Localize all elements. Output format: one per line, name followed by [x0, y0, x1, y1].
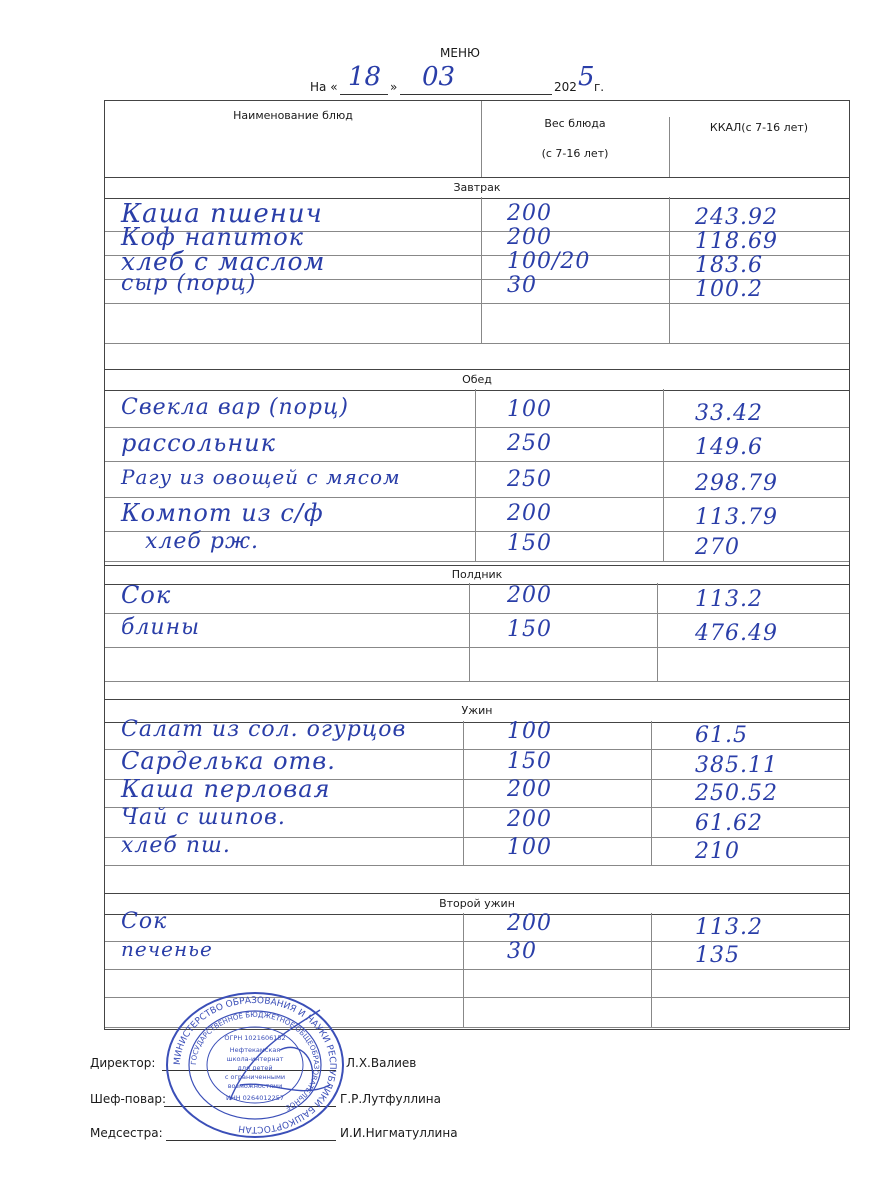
column-divider	[669, 255, 670, 279]
date-prefix: На «	[310, 80, 338, 94]
dish-weight: 200	[507, 911, 552, 936]
column-divider	[481, 255, 482, 279]
svg-text:МИНИСТЕРСТВО ОБРАЗОВАНИЯ И НАУ: МИНИСТЕРСТВО ОБРАЗОВАНИЯ И НАУКИ РЕСПУБЛИКИ БАШКОРТОСТАН	[172, 995, 338, 1135]
column-divider	[651, 941, 652, 969]
dish-name: Свекла вар (порц)	[121, 395, 349, 420]
dish-weight: 200	[507, 777, 552, 802]
signature-role: Медсестра:	[90, 1126, 163, 1140]
column-divider	[657, 583, 658, 613]
dish-name: Чай с шипов.	[121, 805, 286, 830]
column-divider	[475, 531, 476, 561]
dish-kcal: 270	[695, 535, 740, 560]
column-divider	[669, 197, 670, 231]
date-mid: »	[390, 80, 398, 94]
table-row	[105, 833, 849, 866]
column-divider	[475, 427, 476, 461]
dish-weight: 100	[507, 719, 552, 744]
dish-kcal: 118.69	[695, 229, 778, 254]
date-day: 18	[348, 62, 382, 92]
dish-weight: 250	[507, 467, 552, 492]
column-divider	[657, 613, 658, 647]
dish-name: Каша перловая	[121, 775, 331, 803]
dish-weight: 150	[507, 749, 552, 774]
column-divider	[651, 779, 652, 807]
table-row	[105, 497, 849, 532]
dish-weight: 200	[507, 225, 552, 250]
dish-weight: 100	[507, 835, 552, 860]
column-divider	[475, 497, 476, 531]
column-divider	[651, 807, 652, 837]
svg-text:Нефтекамская: Нефтекамская	[229, 1046, 281, 1054]
document-title: МЕНЮ	[440, 46, 480, 60]
dish-kcal: 113.79	[695, 505, 778, 530]
dish-kcal: 113.2	[695, 587, 763, 612]
table-row	[105, 427, 849, 462]
column-header-weight: Вес блюда	[544, 117, 606, 130]
svg-text:ГОСУДАРСТВЕННОЕ БЮДЖЕТНОЕ ОБЩЕ: ГОСУДАРСТВЕННОЕ БЮДЖЕТНОЕ ОБЩЕОБРАЗОВАТЕЛЬНОЕ	[189, 1010, 321, 1112]
column-divider	[463, 749, 464, 779]
dish-kcal: 100.2	[695, 277, 763, 302]
year-suffix: г.	[594, 80, 605, 94]
dish-weight: 100/20	[507, 249, 591, 274]
table-row	[105, 271, 849, 304]
dish-name: Каша пшенич	[121, 199, 323, 229]
section-header: Обед	[105, 369, 849, 391]
column-divider	[669, 279, 670, 303]
table-row	[105, 909, 849, 942]
svg-text:возможностями: возможностями	[227, 1082, 283, 1090]
column-divider	[657, 647, 658, 681]
dish-kcal: 298.79	[695, 471, 778, 496]
dish-weight: 250	[507, 431, 552, 456]
column-divider	[463, 807, 464, 837]
date-month: 03	[422, 62, 456, 92]
table-row	[105, 531, 849, 562]
svg-text:ИНН 0264012257: ИНН 0264012257	[225, 1094, 285, 1102]
column-divider	[651, 997, 652, 1027]
dish-kcal: 113.2	[695, 915, 763, 940]
column-divider	[475, 389, 476, 427]
column-divider	[663, 461, 664, 497]
dish-weight: 150	[507, 617, 552, 642]
column-divider	[669, 231, 670, 255]
signature-role: Шеф-повар:	[90, 1092, 167, 1106]
signature-name: И.И.Нигматуллина	[340, 1126, 458, 1140]
dish-name: сыр (порц)	[121, 271, 257, 296]
column-divider	[669, 303, 670, 343]
dish-weight: 200	[507, 807, 552, 832]
dish-weight: 150	[507, 531, 552, 556]
column-divider	[463, 913, 464, 941]
svg-text:с ограниченными: с ограниченными	[224, 1073, 286, 1081]
dish-kcal: 385.11	[695, 753, 778, 778]
dish-weight: 30	[507, 939, 537, 964]
dish-weight: 100	[507, 397, 552, 422]
month-underline	[400, 94, 552, 95]
header-divider-1	[481, 101, 482, 177]
date-line	[310, 62, 670, 100]
column-divider	[481, 279, 482, 303]
column-divider	[663, 427, 664, 461]
dish-name: Компот из с/ф	[121, 499, 324, 527]
dish-kcal: 33.42	[695, 401, 763, 426]
dish-name: Рагу из овощей с мясом	[121, 465, 401, 489]
dish-name: рассольник	[121, 429, 276, 457]
dish-name: хлеб с маслом	[121, 247, 326, 276]
year-digit: 5	[578, 62, 595, 92]
dish-kcal: 183.6	[695, 253, 763, 278]
column-divider	[475, 461, 476, 497]
svg-text:школа-интернат: школа-интернат	[226, 1055, 284, 1063]
section-header: Ужин	[105, 699, 849, 723]
column-divider	[651, 721, 652, 749]
table-row	[105, 717, 849, 750]
column-header-kcal: ККАЛ(с 7-16 лет)	[709, 121, 809, 134]
table-row	[105, 389, 849, 428]
table-row	[105, 647, 849, 682]
dish-weight: 200	[507, 501, 552, 526]
column-divider	[663, 497, 664, 531]
dish-name: печенье	[121, 937, 213, 961]
dish-name: блины	[121, 615, 201, 640]
column-divider	[463, 941, 464, 969]
dish-name: Сарделька отв.	[121, 747, 336, 775]
day-underline	[340, 94, 388, 95]
signature-line	[166, 1140, 336, 1141]
column-header-row	[105, 101, 849, 177]
dish-kcal: 61.5	[695, 723, 748, 748]
dish-name: Салат из сол. огурцов	[121, 717, 407, 742]
column-divider	[481, 197, 482, 231]
column-divider	[651, 913, 652, 941]
signature-name: Г.Р.Лутфуллина	[340, 1092, 441, 1106]
year-prefix: 202	[554, 80, 577, 94]
dish-weight: 200	[507, 201, 552, 226]
dish-kcal: 210	[695, 839, 740, 864]
dish-kcal: 149.6	[695, 435, 763, 460]
table-row	[105, 303, 849, 344]
column-divider	[651, 969, 652, 997]
column-divider	[663, 531, 664, 561]
table-row	[105, 613, 849, 648]
dish-name: Сок	[121, 581, 172, 609]
column-divider	[481, 303, 482, 343]
dish-weight: 200	[507, 583, 552, 608]
column-divider	[463, 779, 464, 807]
section-header: Полдник	[105, 565, 849, 585]
column-divider	[463, 969, 464, 997]
official-stamp	[160, 990, 350, 1140]
signature-name: Л.Х.Валиев	[346, 1056, 417, 1070]
svg-text:ОГРН 1021606152: ОГРН 1021606152	[224, 1034, 286, 1042]
column-divider	[651, 749, 652, 779]
dish-name: хлеб рж.	[145, 529, 259, 554]
column-divider	[463, 721, 464, 749]
column-header-weight-age: (с 7-16 лет)	[541, 147, 609, 160]
menu-table	[104, 100, 850, 1030]
column-divider	[469, 613, 470, 647]
table-row	[105, 461, 849, 498]
table-row	[105, 775, 849, 808]
dish-kcal: 476.49	[695, 621, 778, 646]
column-divider	[463, 837, 464, 865]
dish-weight: 30	[507, 273, 537, 298]
dish-kcal: 61.62	[695, 811, 763, 836]
table-row	[105, 583, 849, 614]
column-header-dish: Наименование блюд	[233, 109, 353, 122]
column-divider	[481, 231, 482, 255]
column-divider	[463, 997, 464, 1027]
dish-name: Сок	[121, 909, 168, 934]
column-divider	[651, 837, 652, 865]
dish-name: Коф напиток	[121, 223, 305, 251]
section-header: Второй ужин	[105, 893, 849, 915]
signature-role: Директор:	[90, 1056, 156, 1070]
table-row	[105, 937, 849, 970]
column-divider	[663, 389, 664, 427]
column-divider	[469, 583, 470, 613]
dish-kcal: 135	[695, 943, 740, 968]
column-divider	[469, 647, 470, 681]
dish-name: хлеб пш.	[121, 833, 231, 858]
dish-kcal: 250.52	[695, 781, 778, 806]
svg-text:для детей: для детей	[237, 1064, 273, 1072]
section-header: Завтрак	[105, 177, 849, 199]
dish-kcal: 243.92	[695, 205, 778, 230]
